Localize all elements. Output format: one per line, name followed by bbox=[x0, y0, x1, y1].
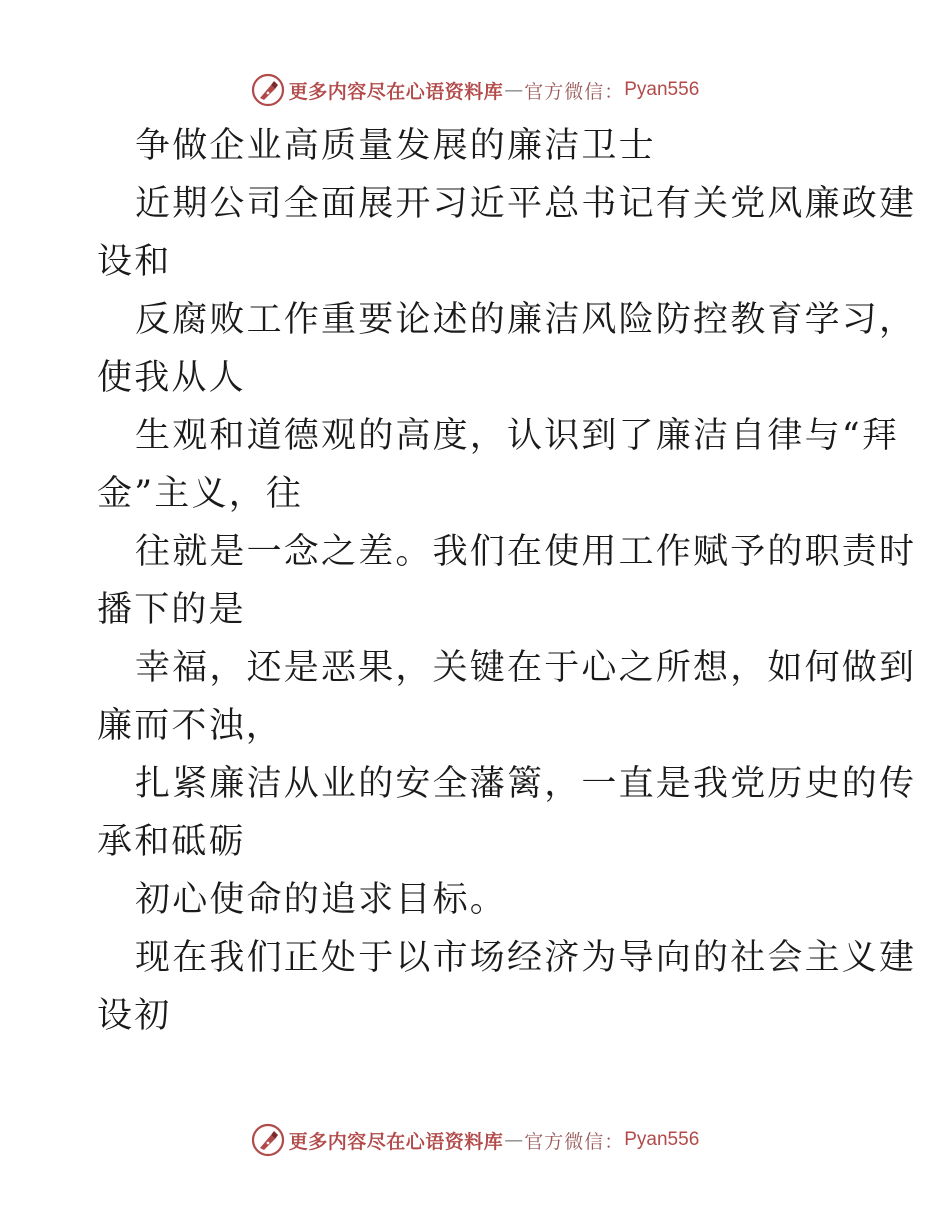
paragraph-line: 扎紧廉洁从业的安全藩篱，一直是我党历史的传 bbox=[135, 764, 917, 804]
paragraph-line: 承和砥砺 bbox=[97, 822, 246, 862]
banner-sub-text: 官方微信： bbox=[524, 1130, 625, 1153]
paragraph-line: 廉而不浊， bbox=[97, 706, 284, 746]
document-title: 争做企业高质量发展的廉洁卫士 bbox=[135, 126, 656, 166]
paragraph-line: 反腐败工作重要论述的廉洁风险防控教育学习， bbox=[135, 300, 917, 340]
paragraph-line: 设和 bbox=[97, 242, 172, 282]
paragraph-line: 现在我们正处于以市场经济为导向的社会主义建 bbox=[135, 938, 917, 978]
paragraph-line: 金”主义，往 bbox=[97, 474, 304, 514]
banner-sub-text: 官方微信： bbox=[524, 80, 625, 103]
pen-nib-logo-icon bbox=[251, 73, 285, 107]
paragraph-line: 使我从人 bbox=[97, 358, 246, 398]
header-banner bbox=[0, 70, 950, 110]
paragraph-line: 初心使命的追求目标。 bbox=[135, 880, 508, 920]
banner-main-text: 更多内容尽在心语资料库 bbox=[288, 80, 504, 103]
banner-dash: — bbox=[504, 1129, 524, 1151]
paragraph-line: 生观和道德观的高度，认识到了廉洁自律与“拜 bbox=[135, 416, 900, 456]
banner-wechat-id: Pyan556 bbox=[624, 1129, 700, 1150]
banner-dash: — bbox=[504, 79, 524, 101]
banner-wechat-id: Pyan556 bbox=[624, 79, 700, 100]
pen-nib-logo-icon bbox=[251, 1123, 285, 1157]
paragraph-line: 幸福，还是恶果，关键在于心之所想，如何做到 bbox=[135, 648, 917, 688]
paragraph-line: 近期公司全面展开习近平总书记有关党风廉政建 bbox=[135, 184, 917, 224]
document-body bbox=[97, 117, 917, 1045]
banner-main-text: 更多内容尽在心语资料库 bbox=[288, 1130, 504, 1153]
paragraph-line: 往就是一念之差。我们在使用工作赋予的职责时 bbox=[135, 532, 917, 572]
footer-banner bbox=[0, 1120, 950, 1160]
paragraph-line: 设初 bbox=[97, 996, 172, 1036]
paragraph-line: 播下的是 bbox=[97, 590, 246, 630]
